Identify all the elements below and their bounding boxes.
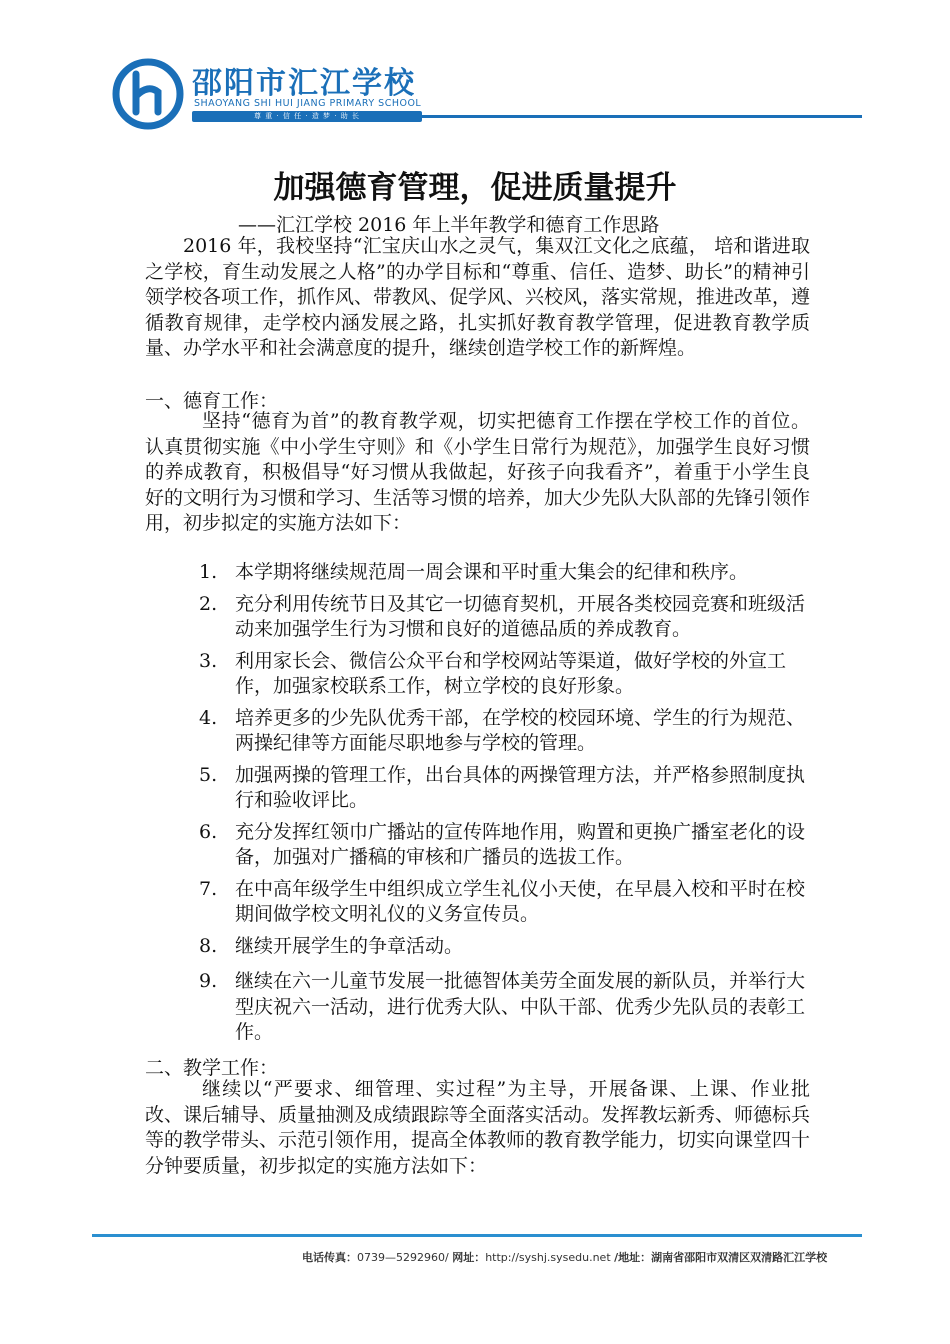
address-label: /地址： (614, 1251, 652, 1264)
section-heading-teaching: 二、教学工作： (145, 1057, 279, 1079)
list-item: 6. 充分发挥红领巾广播站的宣传阵地作用，购置和更换广播室老化的设备，加强对广播稿的审核和广播员的选拔工作。 (199, 820, 806, 868)
section-heading-moral: 一、德育工作： (145, 390, 279, 412)
moral-paragraph: 坚持“德育为首”的教育教学观，切实把德育工作摆在学校工作的首位。认真贯彻实施《中小学生守则》和《小学生日常行为规范》，加强学生良好习惯的养成教育，积极倡导“好习惯从我做起，好孩子向我看齐”，着重于小学生良好的文明行为习惯和学习、生活等习惯的培养，加大少先队大队部的先锋引领作用，初步拟定的实施方法如下： (145, 410, 811, 534)
list-item: 7. 在中高年级学生中组织成立学生礼仪小天使，在早晨入校和平时在校期间做学校文明礼仪的义务宣传员。 (199, 877, 806, 925)
page-subtitle: ——汇江学校 2016 年上半年教学和德育工作思路 (238, 214, 660, 236)
footer-divider (92, 1234, 862, 1237)
web-label: 网址： (452, 1251, 486, 1264)
school-motto: 尊 重 · 信 任 · 造 梦 · 助 长 (254, 112, 360, 120)
list-item: 8. 继续开展学生的争章活动。 (199, 934, 464, 957)
school-name: 邵阳市汇江学校 (192, 66, 416, 101)
list-item: 9. 继续在六一儿童节发展一批德智体美劳全面发展的新队员，并举行大型庆祝六一活动，进行优秀大队、中队干部、优秀少先队员的表彰工作。 (199, 970, 806, 1043)
phone-number: 0739—5292960/ (357, 1251, 449, 1264)
moral-measures-list (195, 560, 810, 1052)
list-item: 2. 充分利用传统节日及其它一切德育契机，开展各类校园竞赛和班级活动来加强学生行为习惯和良好的道德品质的养成教育。 (199, 592, 806, 640)
header-divider (422, 115, 862, 118)
list-item: 3. 利用家长会、微信公众平台和学校网站等渠道，做好学校的外宣工作，加强家校联系工作，树立学校的良好形象。 (199, 649, 787, 697)
page-title: 加强德育管理，促进质量提升 (273, 170, 677, 206)
list-item: 4. 培养更多的少先队优秀干部，在学校的校园环境、学生的行为规范、两操纪律等方面能尽职地参与学校的管理。 (199, 706, 806, 754)
school-name-en: SHAOYANG SHI HUI JIANG PRIMARY SCHOOL (194, 98, 422, 109)
school-header (112, 54, 872, 134)
teaching-paragraph: 继续以“严要求、细管理、实过程”为主导，开展备课、上课、作业批改、课后辅导、质量抽测及成绩跟踪等全面落实活动。发挥教坛新秀、师德标兵等的教学带头、示范引领作用，提高全体教师的教育教学能力，切实向课堂四十分钟要质量，初步拟定的实施方法如下： (145, 1078, 811, 1177)
school-logo-icon (112, 58, 184, 130)
address: 湖南省邵阳市双清区双清路汇江学校 (651, 1251, 828, 1264)
motto-bar (192, 111, 422, 122)
website-link[interactable]: http://syshj.sysedu.net (485, 1251, 611, 1264)
list-item: 5. 加强两操的管理工作，出台具体的两操管理方法，并严格参照制度执行和验收评比。 (199, 763, 806, 811)
list-item: 1. 本学期将继续规范周一周会课和平时重大集会的纪律和秩序。 (199, 561, 749, 583)
phone-label: 电话传真： (302, 1251, 357, 1264)
intro-paragraph: 2016 年，我校坚持“汇宝庆山水之灵气，集双江文化之底蕴， 培和谐进取之学校，育生动发展之人格”的办学目标和“尊重、信任、造梦、助长”的精神引领学校各项工作，抓作风、带教风、促学风、兴校风，落实常规，推进改革，遵循教育规律，走学校内涵发展之路，扎实抓好教育教学管理，促进教育教学质量、办学水平和社会满意度的提升，继续创造学校工作的新辉煌。 (145, 235, 811, 359)
footer-contact (302, 1249, 827, 1265)
